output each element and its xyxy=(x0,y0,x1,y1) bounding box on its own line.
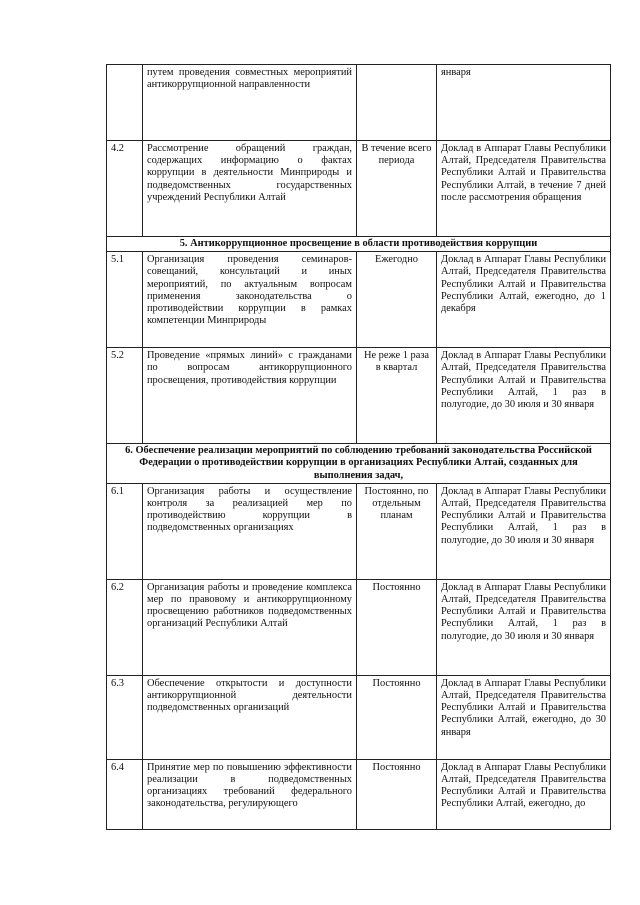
measures-table xyxy=(106,64,611,830)
item-number: 6.1 xyxy=(107,483,143,579)
item-number: 5.1 xyxy=(107,252,143,348)
table-row xyxy=(107,252,611,348)
measure-description: Организация проведения семинаров-совещаний, консультаций и иных мероприятий, по актуальным вопросам применения законодательства о противодействии коррупции в рамках компетенции Минприроды xyxy=(143,252,357,348)
report-form: Доклад в Аппарат Главы Республики Алтай, Председателя Правительства Республики Алтай и Правительства Республики Алтай, ежегодно, до xyxy=(437,759,611,829)
item-number xyxy=(107,65,143,141)
report-form: Доклад в Аппарат Главы Республики Алтай, Председателя Правительства Республики Алтай и Правительства Республики Алтай, ежегодно, до 30 января xyxy=(437,675,611,759)
table-row xyxy=(107,579,611,675)
table-row xyxy=(107,675,611,759)
execution-period: Постоянно xyxy=(357,579,437,675)
item-number: 6.4 xyxy=(107,759,143,829)
report-form: Доклад в Аппарат Главы Республики Алтай, Председателя Правительства Республики Алтай и Правительства Республики Алтай, 1 раз в полугодие, до 30 июля и 30 января xyxy=(437,483,611,579)
execution-period xyxy=(357,65,437,141)
document-page xyxy=(106,64,611,830)
report-form: Доклад в Аппарат Главы Республики Алтай, Председателя Правительства Республики Алтай и Правительства Республики Алтай, 1 раз в полугодие, до 30 июля и 30 января xyxy=(437,348,611,444)
report-form: Доклад в Аппарат Главы Республики Алтай, Председателя Правительства Республики Алтай и Правительства Республики Алтай, 1 раз в полугодие, до 30 июля и 30 января xyxy=(437,579,611,675)
execution-period: Постоянно, по отдельным планам xyxy=(357,483,437,579)
table-row xyxy=(107,483,611,579)
section-title: 6. Обеспечение реализации мероприятий по соблюдению требований законодательства Российской Федерации о противодействии коррупции в организациях Республики Алтай, созданных для выполнения задач, xyxy=(107,444,611,484)
execution-period: В течение всего периода xyxy=(357,141,437,237)
execution-period: Не реже 1 раза в квартал xyxy=(357,348,437,444)
item-number: 5.2 xyxy=(107,348,143,444)
measure-description: Проведение «прямых линий» с гражданами по вопросам антикоррупционного просвещения, противодействия коррупции xyxy=(143,348,357,444)
table-row xyxy=(107,141,611,237)
table-row xyxy=(107,348,611,444)
report-form: января xyxy=(437,65,611,141)
report-form: Доклад в Аппарат Главы Республики Алтай, Председателя Правительства Республики Алтай и Правительства Республики Алтай, ежегодно, до 1 декабря xyxy=(437,252,611,348)
execution-period: Постоянно xyxy=(357,759,437,829)
measure-description: Организация работы и осуществление контроля за реализацией мер по противодействию коррупции в подведомственных организациях xyxy=(143,483,357,579)
table-row xyxy=(107,759,611,829)
execution-period: Постоянно xyxy=(357,675,437,759)
item-number: 6.2 xyxy=(107,579,143,675)
section-title: 5. Антикоррупционное просвещение в области противодействия коррупции xyxy=(107,237,611,252)
measure-description: Принятие мер по повышению эффективности реализации в подведомственных организациях требований федерального законодательства, регулирующего xyxy=(143,759,357,829)
measure-description: Организация работы и проведение комплекса мер по правовому и антикоррупционному просвещению работников подведомственных организаций Республики Алтай xyxy=(143,579,357,675)
section-header-row xyxy=(107,444,611,484)
item-number: 6.3 xyxy=(107,675,143,759)
table-row xyxy=(107,65,611,141)
execution-period: Ежегодно xyxy=(357,252,437,348)
report-form: Доклад в Аппарат Главы Республики Алтай, Председателя Правительства Республики Алтай и Правительства Республики Алтай, в течение 7 дней после рассмотрения обращения xyxy=(437,141,611,237)
measures-table-body xyxy=(107,65,611,830)
section-header-row xyxy=(107,237,611,252)
item-number: 4.2 xyxy=(107,141,143,237)
measure-description: Рассмотрение обращений граждан, содержащих информацию о фактах коррупции в деятельности Минприроды и подведомственных государственных учреждений Республики Алтай xyxy=(143,141,357,237)
measure-description: Обеспечение открытости и доступности антикоррупционной деятельности подведомственных организаций xyxy=(143,675,357,759)
measure-description: путем проведения совместных мероприятий антикоррупционной направленности xyxy=(143,65,357,141)
